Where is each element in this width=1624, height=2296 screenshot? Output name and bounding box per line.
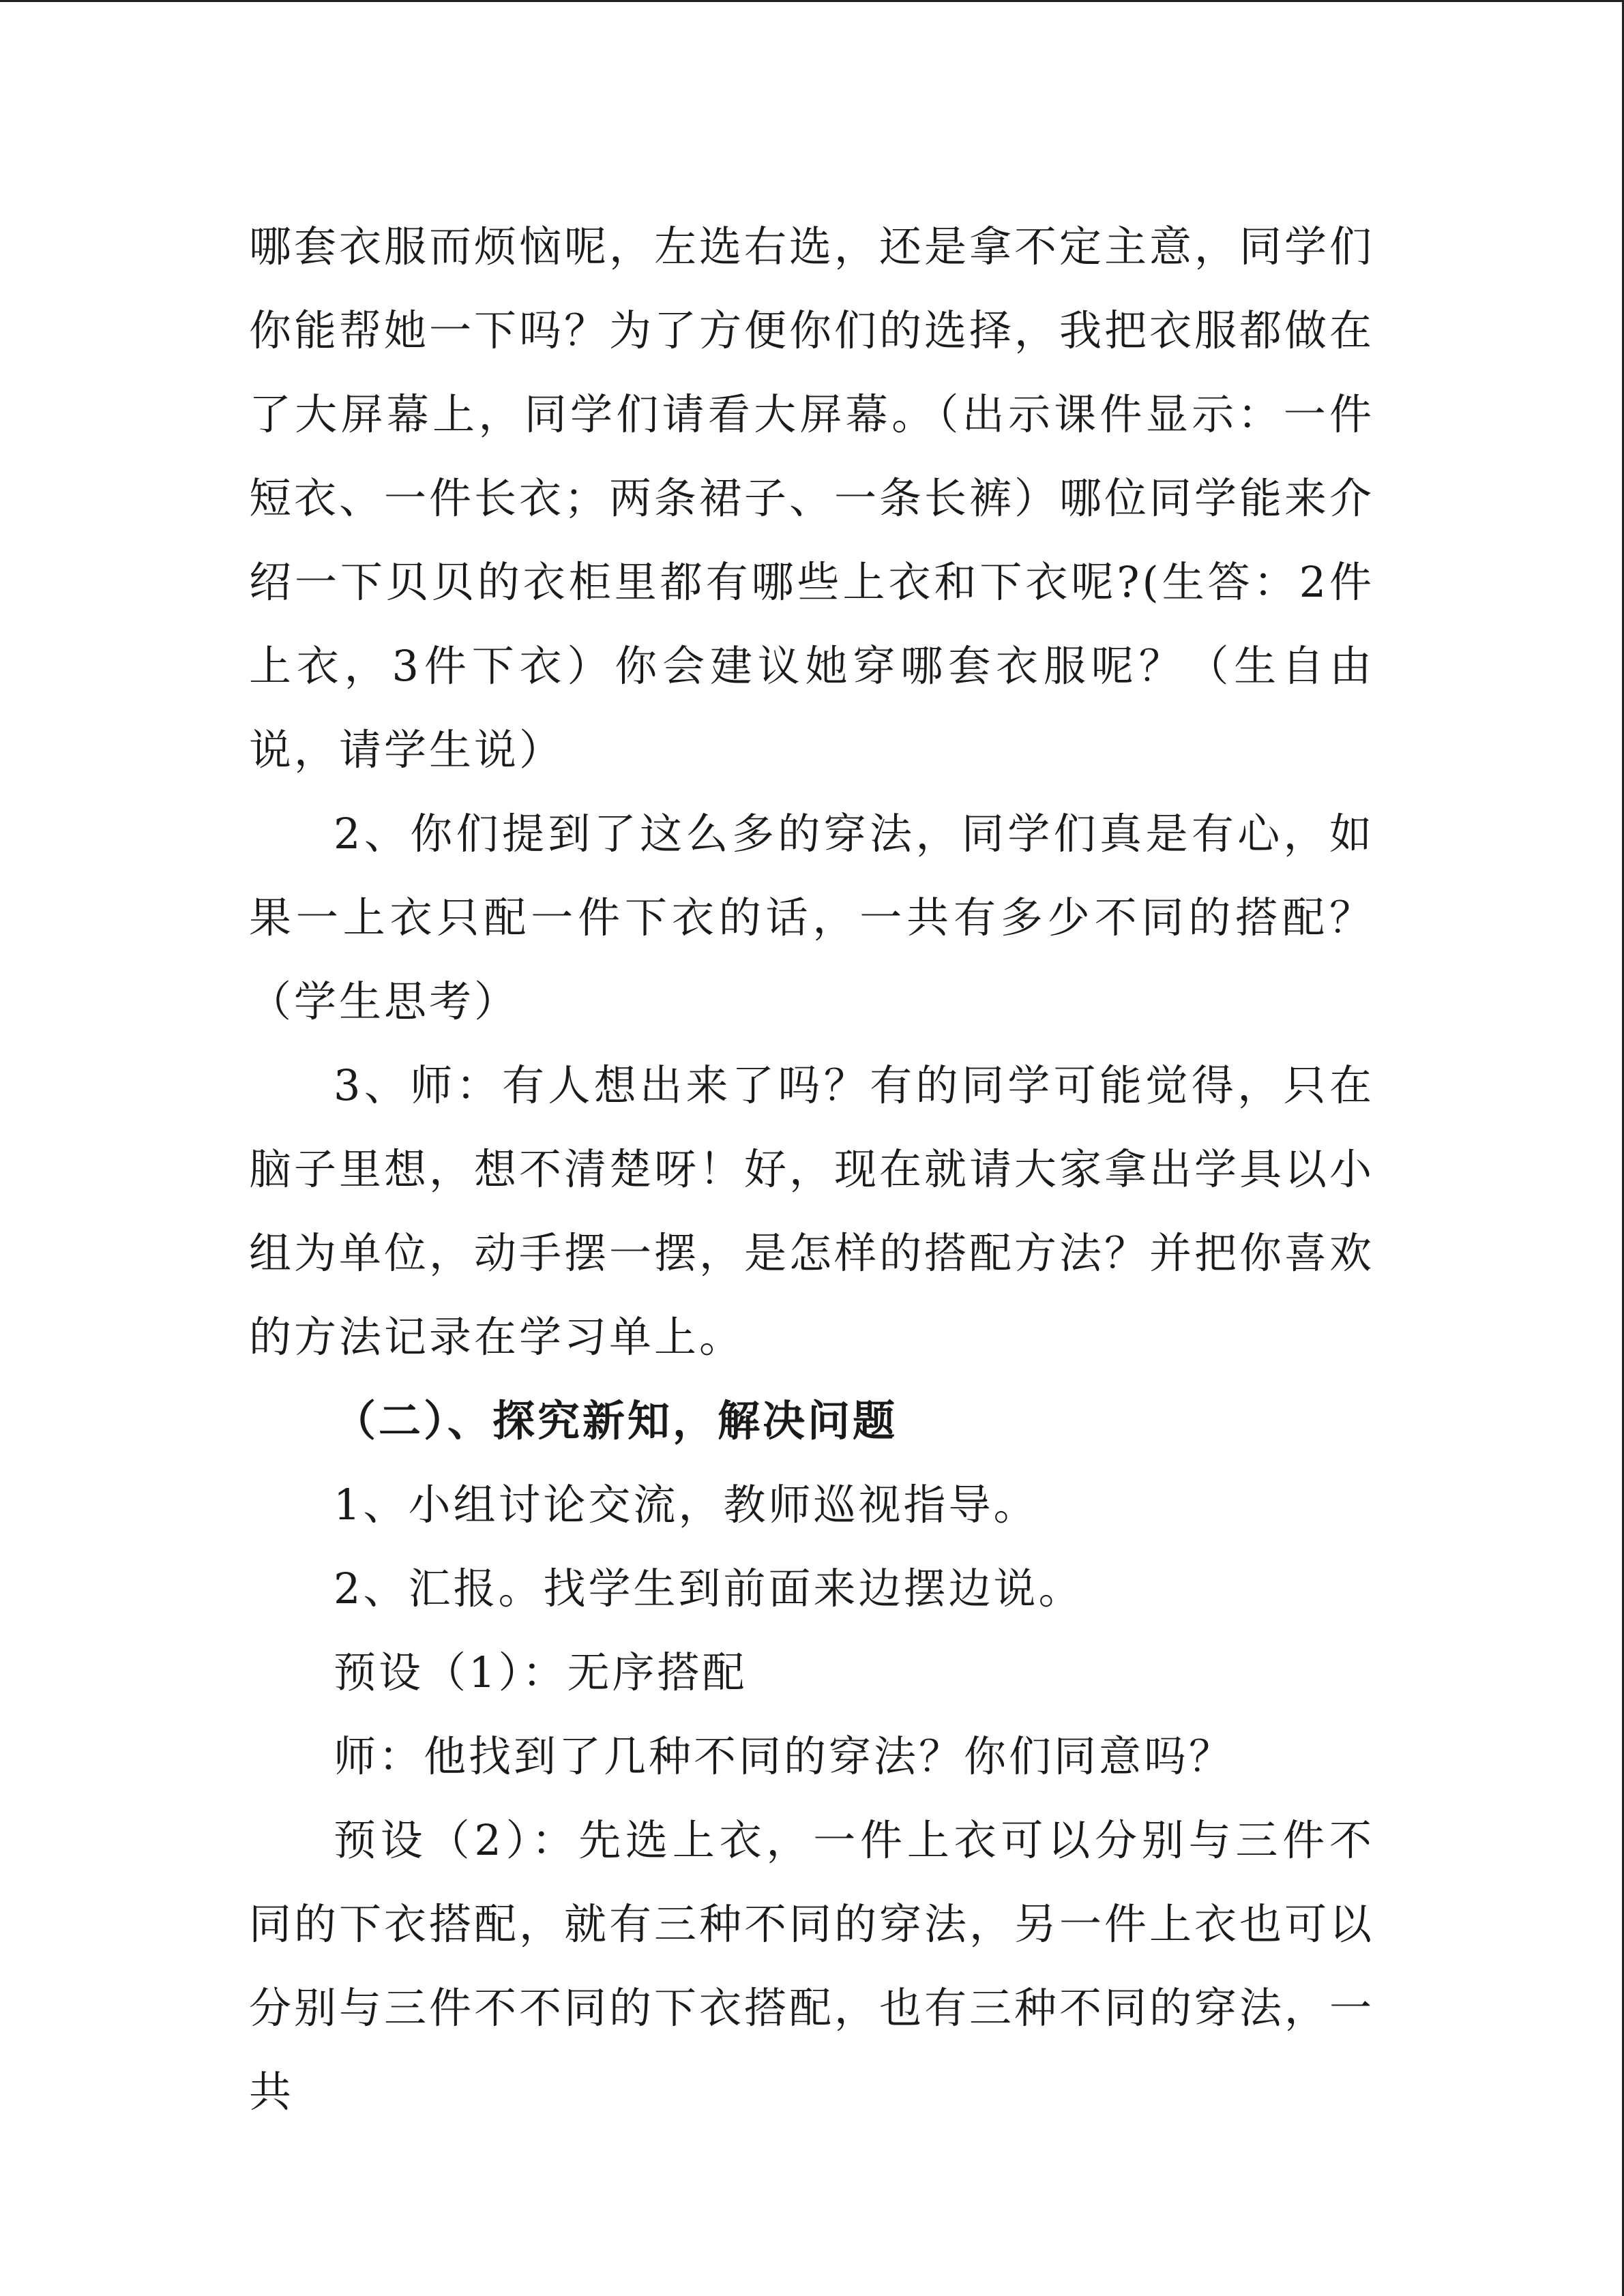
section-item-discussion: 1、小组讨论交流，教师巡视指导。 xyxy=(334,1480,1039,1530)
section-item-teacher-question: 师：他找到了几种不同的穿法？你们同意吗？ xyxy=(334,1731,1235,1781)
section-item-report: 2、汇报。找学生到前面来边摆边说。 xyxy=(334,1564,1084,1613)
paragraph-item-2: 2、你们提到了这么多的穿法，同学们真是有心，如果一上衣只配一件下衣的话，一共有多少不同的搭配？（学生思考） xyxy=(249,809,1374,1026)
paragraph-item-3: 3、师：有人想出来了吗？有的同学可能觉得，只在脑子里想，想不清楚呀！好，现在就请大家拿出学具以小组为单位，动手摆一摆，是怎样的搭配方法？并把你喜欢的方法记录在学习单上。 xyxy=(249,1060,1375,1362)
section-heading: （二）、探究新知，解决问题 xyxy=(334,1396,898,1446)
paragraph-preset-2: 预设（2）：先选上衣，一件上衣可以分别与三件不同的下衣搭配，就有三种不同的穿法，另一件上衣也可以分别与三件不不同的下衣搭配，也有三种不同的穿法，一共 xyxy=(249,1815,1375,2117)
document-body xyxy=(249,205,1374,2134)
paragraph-continuation: 哪套衣服而烦恼呢，左选右选，还是拿不定主意，同学们你能帮她一下吗？为了方便你们的选择，我把衣服都做在了大屏幕上，同学们请看大屏幕。（出示课件显示：一件短衣、一件长衣；两条裙子、一条长裤）哪位同学能来介绍一下贝贝的衣柜里都有哪些上衣和下衣呢?(生答：2件上衣，3件下衣）你会建议她穿哪套衣服呢？（生自由说，请学生说） xyxy=(249,222,1375,775)
section-item-preset-1: 预设（1）：无序搭配 xyxy=(334,1648,748,1697)
page-border-top xyxy=(0,0,1624,2)
